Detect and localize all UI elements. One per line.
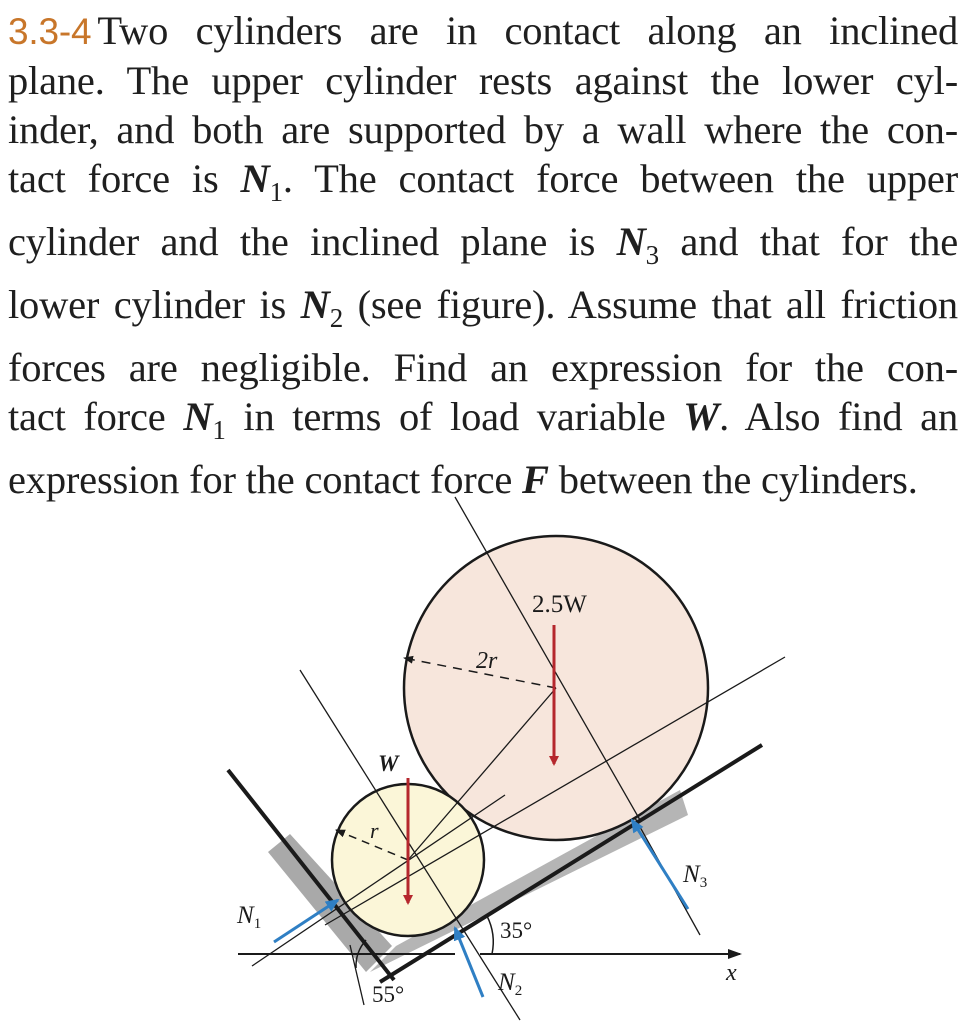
label-angle-wall: 55° [372, 982, 405, 1007]
label-radius-large: 2r [476, 648, 498, 674]
problem-number: 3.3-4 [8, 11, 92, 52]
var-f: F [522, 457, 549, 502]
problem-line-2: plane. The upper cylinder rests against the lower cyl- [8, 58, 958, 103]
problem-line-5: cylinder and the inclined plane is $N_3$ and that for the [8, 219, 958, 270]
problem-line-6: lower cylinder is $N_2$ (see figure). Assume that all friction [8, 282, 958, 333]
label-n1: $N_1$ [237, 902, 262, 932]
label-load-small: W [378, 751, 399, 776]
var-n1-b: $N_1$ [183, 394, 226, 445]
problem-line-9: expression for the contact force F between the cylinders. [8, 457, 918, 502]
var-n3: $N_3$ [616, 219, 659, 270]
label-angle-incline: 35° [500, 918, 533, 943]
label-x-axis: x [726, 960, 737, 986]
problem-line-7: forces are negligible. Find an expression for the con- [8, 345, 958, 390]
angle-arc-incline [487, 916, 493, 954]
problem-line-1: 3.3-4 Two cylinders are in contact along an inclined [8, 8, 958, 53]
var-n1: $N_1$ [240, 156, 283, 207]
problem-line-4: tact force is $N_1$. The contact force between the upper [8, 156, 958, 207]
var-n2: $N_2$ [300, 282, 343, 333]
reaction-arrow-n3 [632, 820, 688, 909]
problem-line-8: tact force $N_1$ in terms of load variable W. Also find an [8, 394, 958, 445]
label-load-large: 2.5W [532, 591, 587, 618]
problem-line-3: inder, and both are supported by a wall where the con- [8, 107, 958, 152]
label-n3: $N_3$ [683, 861, 708, 891]
var-w: W [683, 394, 720, 439]
label-radius-small: r [370, 818, 379, 843]
label-n2: $N_2$ [498, 969, 523, 999]
